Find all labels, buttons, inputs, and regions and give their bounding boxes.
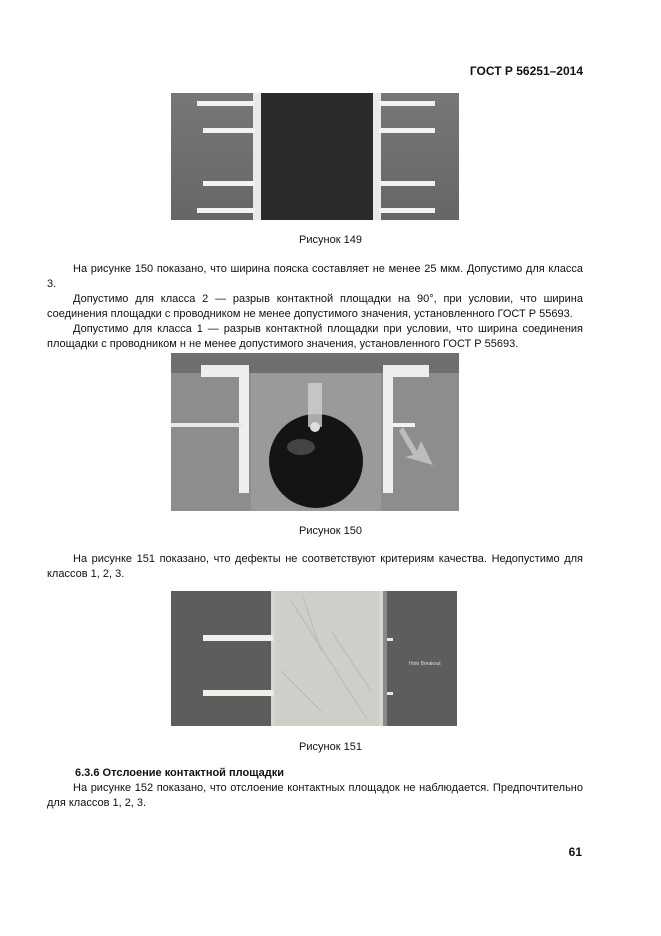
- figure-149-caption: Рисунок 149: [299, 234, 362, 246]
- page-number: 61: [568, 845, 582, 859]
- paragraph-5: На рисунке 152 показано, что отслоение контактных площадок не наблюдается. Предпочтительно для классов 1, 2, 3.: [47, 782, 583, 809]
- paragraph-1: На рисунке 150 показано, что ширина пояска составляет не менее 25 мкм. Допустимо для класса 3.: [47, 263, 583, 290]
- figure-150-image: [171, 353, 459, 511]
- paragraph-2: Допустимо для класса 2 — разрыв контактной площадки на 90°, при условии, что ширина соединения площадки с проводником не менее допустимого значения, установленного ГОСТ Р 55693.: [47, 293, 583, 320]
- figure-150-caption: Рисунок 150: [299, 525, 362, 537]
- document-header: ГОСТ Р 56251–2014: [469, 64, 583, 78]
- figure-151-caption: Рисунок 151: [299, 741, 362, 753]
- section-heading: 6.3.6 Отслоение контактной площадки: [75, 767, 284, 779]
- figure-149-image: [171, 93, 459, 220]
- figure-151-image: [171, 591, 457, 726]
- paragraph-3: Допустимо для класса 1 — разрыв контактной площадки при условии, что ширина соединения площадки с проводником н не менее допустимого значения, установленного ГОСТ Р 55693.: [47, 323, 583, 350]
- paragraph-4: На рисунке 151 показано, что дефекты не соответствуют критериям качества. Недопустимо для классов 1, 2, 3.: [47, 553, 583, 580]
- figure-151-label: Hole Breakout: [409, 661, 441, 667]
